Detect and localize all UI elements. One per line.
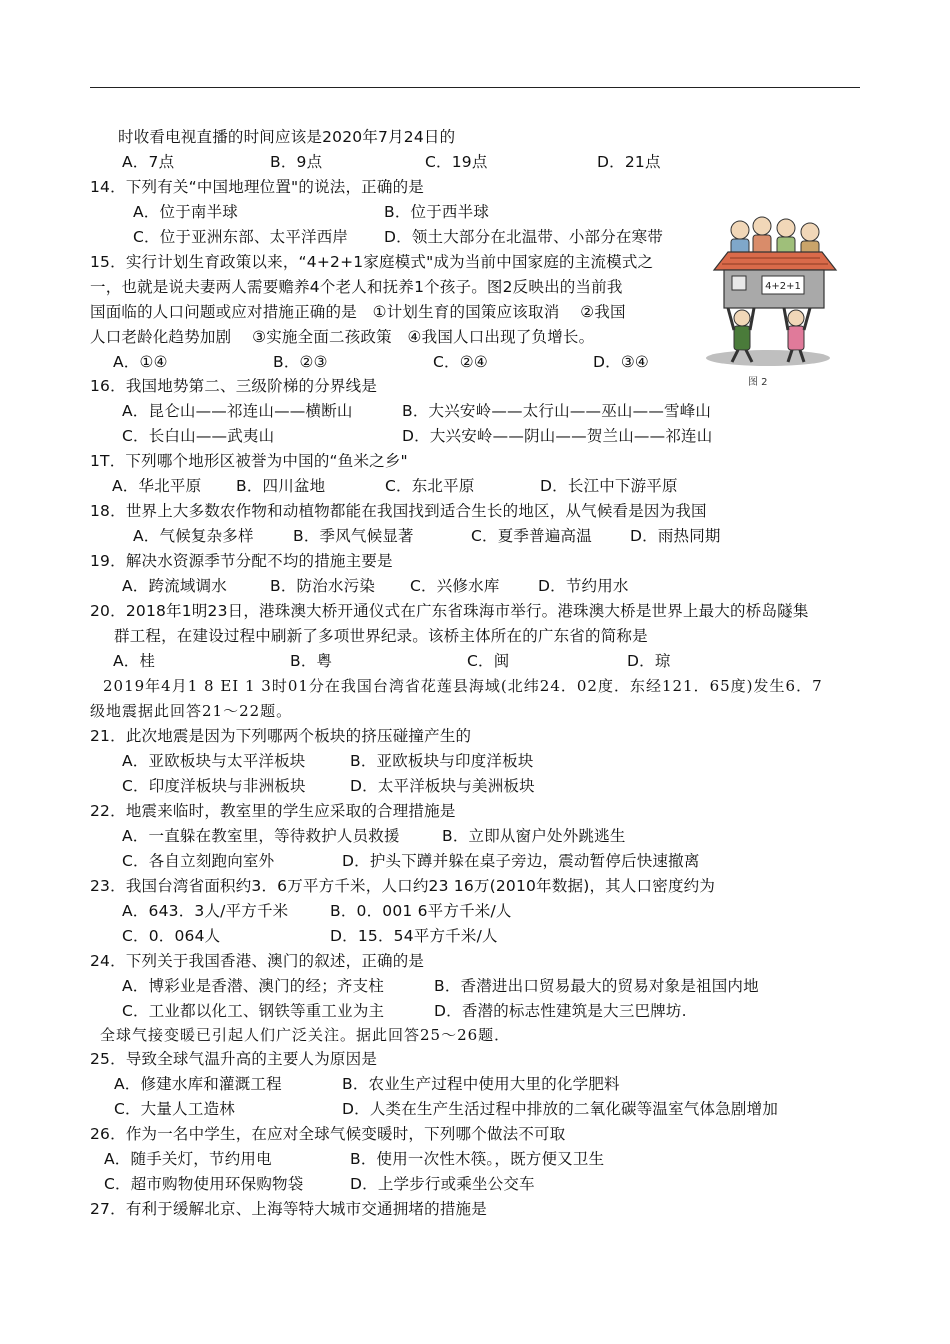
q21-opt-b: B．亚欧板块与印度洋板块 [350,752,534,770]
q17-stem: 1T．下列哪个地形区被誉为中国的“鱼米之乡" [90,452,408,470]
q23-opt-b: B．0．001 6平方千米/人 [330,902,512,920]
q21-opt-c: C．印度洋板块与非洲板块 [122,777,306,795]
q15-line-3: 国面临的人口问题或应对措施正确的是 ①计划生育的国策应该取消 ②我国 [90,303,626,321]
figure-caption: 图 2 [748,377,768,388]
intro-21-line-1: 2019年4月1 8 EI 1 3时01分在我国台湾省花莲县海域(北纬24．02度．东经121．65度)发生6．7 [103,677,823,695]
q26-opt-b: B．使用一次性木筷。，既方便又卫生 [350,1150,605,1168]
q16-opt-c: C．长白山——武夷山 [122,427,275,445]
q16-opt-a: A．昆仑山——祁连山——横断山 [122,402,353,420]
q14-stem: 14．下列有关“中国地理位置"的说法，正确的是 [90,178,424,196]
intro-21-line-2: 级地震据此回答21～22题。 [90,702,293,720]
q14-opt-c: C．位于亚洲东部、太平洋西岸 [133,228,349,246]
q24-stem: 24．下列关于我国香港、澳门的叙述，正确的是 [90,952,425,970]
q26-stem: 26．作为一名中学生，在应对全球气候变暖时，下列哪个做法不可取 [90,1125,566,1143]
q18-opt-a: A．气候复杂多样 [133,527,254,545]
q13-opt-c: C．19点 [425,153,488,171]
q19-opt-a: A．跨流域调水 [122,577,228,595]
q16-opt-b: B．大兴安岭——太行山——巫山——雪峰山 [402,402,712,420]
q23-opt-d: D．15．54平方千米/人 [330,927,498,945]
q15-opt-a: A．①④ [113,353,168,371]
q17-opt-c: C．东北平原 [385,477,475,495]
q19-stem: 19．解决水资源季节分配不均的措施主要是 [90,552,393,570]
q23-opt-c: C．0．064人 [122,927,221,945]
q13-stem-cont: 时收看电视直播的时间应该是2020年7月24日的 [118,128,456,146]
q13-opt-d: D．21点 [597,153,661,171]
q24-opt-c: C．工业都以化工、钢铁等重工业为主 [122,1002,385,1020]
figure-label: 4+2+1 [765,281,801,292]
q20-opt-b: B．粤 [290,652,333,670]
q15-opt-c: C．②④ [433,353,488,371]
q24-opt-b: B．香潜进出口贸易最大的贸易对象是祖国内地 [434,977,759,995]
intro-25: 全球气接变暖已引起人们广泛关注。据此回答25～26题． [100,1026,511,1044]
q23-stem: 23．我国台湾省面积约3．6万平方千米，人口约23 16万(2010年数据)，其人口密度约为 [90,877,716,895]
family-burden-illustration [700,212,840,390]
q22-opt-a: A．一直躲在教室里，等待救护人员救援 [122,827,400,845]
q26-opt-d: D．上学步行或乘坐公交车 [350,1175,535,1193]
q21-opt-d: D．太平洋板块与美洲板块 [350,777,535,795]
q21-opt-a: A．亚欧板块与太平洋板块 [122,752,306,770]
q20-opt-d: D．琼 [627,652,671,670]
q15-opt-b: B．②③ [273,353,328,371]
q14-opt-d: D．领土大部分在北温带、小部分在寒带 [384,228,664,246]
q19-opt-b: B．防治水污染 [270,577,376,595]
q22-opt-c: C．各自立刻跑向室外 [122,852,275,870]
q19-opt-c: C．兴修水库 [410,577,500,595]
q24-opt-a: A．博彩业是香潜、澳门的经；齐支柱 [122,977,385,995]
q24-opt-d: D．香潜的标志性建筑是大三巴牌坊. [434,1002,687,1020]
q25-stem: 25．导致全球气温升高的主要人为原因是 [90,1050,378,1068]
q26-opt-c: C．超市购物使用环保购物袋 [104,1175,304,1193]
q13-opt-a: A．7点 [122,153,175,171]
q16-opt-d: D．大兴安岭——阴山——贺兰山——祁连山 [402,427,713,445]
q22-opt-b: B．立即从窗户处外跳逃生 [442,827,626,845]
q17-opt-d: D．长江中下游平原 [540,477,678,495]
q22-stem: 22．地震来临时，教室里的学生应采取的合理措施是 [90,802,456,820]
q25-opt-b: B．农业生产过程中使用大里的化学肥料 [342,1075,620,1093]
q15-line-1: 15．实行计划生育政策以来，“4+2+1家庭模式"成为当前中国家庭的主流模式之 [90,253,654,271]
q26-opt-a: A．随手关灯，节约用电 [104,1150,272,1168]
q18-opt-b: B．季风气候显著 [293,527,414,545]
q17-opt-a: A．华北平原 [112,477,202,495]
q18-opt-d: D．雨热同期 [630,527,721,545]
q21-stem: 21．此次地震是因为下列哪两个板块的挤压碰撞产生的 [90,727,472,745]
q15-line-4: 人口老龄化趋势加剧 ③实施全面二孩政策 ④我国人口出现了负增长。 [90,328,595,346]
q27-stem: 27．有利于缓解北京、上海等特大城市交通拥堵的措施是 [90,1200,487,1218]
q20-line-1: 20．2018年1明23日，港珠澳大桥开通仪式在广东省珠海市举行。港珠澳大桥是世界上最大的桥岛隧集 [90,602,809,620]
q16-stem: 16．我国地势第二、三级阶梯的分界线是 [90,377,378,395]
q15-opt-d: D．③④ [593,353,650,371]
q20-line-2: 群工程，在建设过程中刷新了多项世界纪录。该桥主体所在的广东省的简称是 [114,627,648,645]
header-rule [90,87,860,88]
q19-opt-d: D．节约用水 [538,577,629,595]
q18-stem: 18．世界上大多数农作物和动植物都能在我国找到适合生长的地区，从气候看是因为我国 [90,502,707,520]
q25-opt-a: A．修建水库和灌溉工程 [114,1075,282,1093]
q25-opt-d: D．人类在生产生活过程中排放的二氧化碳等温室气体急剧增加 [342,1100,779,1118]
q25-opt-c: C．大量人工造林 [114,1100,235,1118]
q13-opt-b: B．9点 [270,153,323,171]
q14-opt-b: B．位于西半球 [384,203,490,221]
q14-opt-a: A．位于南半球 [133,203,239,221]
q20-opt-c: C．闽 [467,652,510,670]
q23-opt-a: A．643．3人/平方千米 [122,902,289,920]
q18-opt-c: C．夏季普遍高温 [471,527,592,545]
q15-line-2: 一，也就是说夫妻两人需要赡养4个老人和抚养1个孩子。图2反映出的当前我 [90,278,623,296]
q20-opt-a: A．桂 [113,652,156,670]
q17-opt-b: B．四川盆地 [236,477,326,495]
q22-opt-d: D．护头下蹲并躲在桌子旁边，震动暂停后快速撤离 [342,852,700,870]
